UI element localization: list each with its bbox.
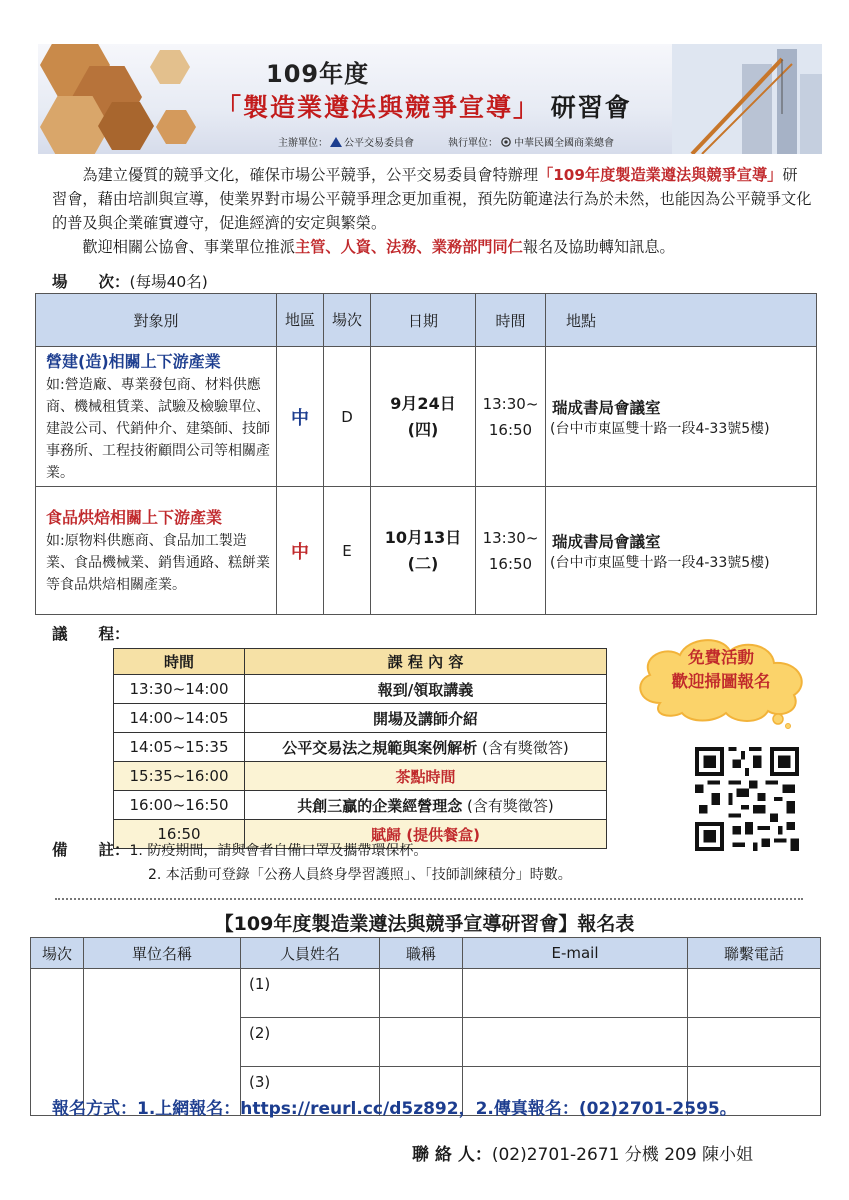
audience-cell xyxy=(36,487,277,615)
form-name-field[interactable]: (1) xyxy=(241,969,380,1018)
session-code-cell: D xyxy=(324,347,371,487)
callout-line-2: 歡迎掃圖報名 xyxy=(671,672,771,691)
form-col-phone: 聯繫電話 xyxy=(688,938,821,969)
banner-title-main: 「製造業遵法與競爭宣導」 xyxy=(216,93,541,122)
agenda-row xyxy=(114,791,607,820)
time-start: 13:30~ xyxy=(482,394,539,413)
form-phone-field[interactable] xyxy=(688,969,821,1018)
agenda-content: 茶點時間 xyxy=(245,762,607,791)
notes-label: 備 註： xyxy=(52,841,130,859)
venue-name: 瑞成書局會議室 xyxy=(552,532,661,551)
form-col-session: 場次 xyxy=(31,938,84,969)
form-col-name: 人員姓名 xyxy=(241,938,380,969)
intro-text-b: 研習會，藉由培訓與宣導，使業界對市場公平競爭理念更加重視，預先防範違法行為於未然，也能因為公平競爭文化的普及與企業確實遵守，促進經濟的安定與繁榮。 xyxy=(52,166,812,232)
time-start: 13:30~ xyxy=(482,528,539,547)
time-end: 16:50 xyxy=(488,420,533,439)
banner-title xyxy=(216,88,632,124)
free-event-callout xyxy=(630,646,812,694)
bread-photo xyxy=(150,50,190,84)
banner-year: 109年度 xyxy=(266,60,370,88)
col-audience: 對象別 xyxy=(36,294,277,347)
agenda-row xyxy=(114,675,607,704)
qr-code-icon[interactable] xyxy=(695,747,799,851)
agenda-time: 16:00~16:50 xyxy=(114,791,245,820)
contact-label: 聯 絡 人： xyxy=(412,1145,492,1165)
session-code-cell: E xyxy=(324,487,371,615)
note-item: 1. 防疫期間，請與會者自備口罩及攜帶環保杯。 xyxy=(129,843,428,859)
agenda-note: (提供餐盒) xyxy=(406,825,480,844)
intro-event-name: 「109年度製造業遵法與競爭宣導」 xyxy=(538,166,783,184)
host-name: 公平交易委員會 xyxy=(344,138,414,149)
sessions-label xyxy=(52,270,208,292)
form-email-field[interactable] xyxy=(463,969,688,1018)
chamber-logo-icon xyxy=(500,137,512,147)
intro-target-roles: 主管、人資、法務、業務部門同仁 xyxy=(295,238,523,256)
audience-cell xyxy=(36,347,277,487)
form-title-field[interactable] xyxy=(380,969,463,1018)
note-line-2 xyxy=(52,863,572,887)
sessions-header-row xyxy=(36,294,817,347)
audience-description: 如:營造廠、專業發包商、材料供應商、機械租賃業、試驗及檢驗單位、建設公司、代銷仲介、建築師、技師事務所、工程技術顧問公司等相關產業。 xyxy=(46,377,270,481)
agenda-content-cell xyxy=(245,791,607,820)
form-col-title: 職稱 xyxy=(380,938,463,969)
form-row xyxy=(31,969,821,1018)
col-date: 日期 xyxy=(371,294,476,347)
col-venue: 地點 xyxy=(546,294,817,347)
time-cell xyxy=(476,347,546,487)
agenda-time: 13:30~14:00 xyxy=(114,675,245,704)
registration-form-title: 【109年度製造業遵法與競爭宣導研習會】報名表 xyxy=(214,913,635,935)
form-name-field[interactable]: (2) xyxy=(241,1018,380,1067)
bread-photo xyxy=(156,110,196,144)
region-cell: 中 xyxy=(277,487,324,615)
agenda-row xyxy=(114,704,607,733)
construction-crane-graphic xyxy=(672,44,822,154)
form-email-field[interactable] xyxy=(463,1018,688,1067)
intro-text-d: 報名及協助轉知訊息。 xyxy=(522,238,675,256)
agenda-row xyxy=(114,733,607,762)
agenda-content: 公平交易法之規範與案例解析 xyxy=(282,738,478,757)
agenda-table xyxy=(113,648,607,849)
callout-line-1: 免費活動 xyxy=(688,648,754,667)
date-cell xyxy=(371,347,476,487)
agenda-content: 開場及講師介紹 xyxy=(245,704,607,733)
agenda-content: 共創三贏的企業經營理念 xyxy=(297,796,463,815)
agenda-content-cell xyxy=(245,733,607,762)
audience-description: 如:原物料供應商、食品加工製造業、食品機械業、銷售通路、糕餅業等食品烘焙相關產業。 xyxy=(46,533,270,593)
session-row xyxy=(36,487,817,615)
intro-text-a: 為建立優質的競爭文化，確保市場公平競爭，公平交易委員會特辦理 xyxy=(82,166,539,184)
col-region: 地區 xyxy=(277,294,324,347)
agenda-time: 15:35~16:00 xyxy=(114,762,245,791)
notes-section xyxy=(52,838,572,887)
form-name-field[interactable]: (3) xyxy=(241,1067,380,1116)
host-label: 主辦單位： xyxy=(278,138,328,149)
venue-address: (台中市東區雙十路一段4-33號5樓) xyxy=(550,554,770,571)
agenda-content: 賦歸 xyxy=(371,825,402,844)
venue-cell xyxy=(546,487,817,615)
weekday-text: (二) xyxy=(407,553,439,573)
date-text: 9月24日 xyxy=(390,393,456,413)
note-item: 2. 本活動可登錄「公務人員終身學習護照」、「技師訓練積分」時數。 xyxy=(148,867,572,883)
sessions-label-text: 場 次： xyxy=(52,273,130,291)
intro-text xyxy=(52,163,812,259)
col-session: 場次 xyxy=(324,294,371,347)
contact-value: (02)2701-2671 分機 209 陳小姐 xyxy=(491,1145,754,1165)
signup-methods: 報名方式：1.上網報名：https://reurl.cc/d5z892，2.傳真報名：(02)2701-2595。 xyxy=(52,1099,737,1119)
agenda-col-content: 課 程 內 容 xyxy=(245,649,607,675)
form-title-field[interactable] xyxy=(380,1018,463,1067)
registration-form-table xyxy=(30,937,821,1116)
ftc-logo-icon xyxy=(330,137,342,147)
agenda-time: 14:05~15:35 xyxy=(114,733,245,762)
intro-paragraph-1 xyxy=(52,163,812,235)
time-cell xyxy=(476,487,546,615)
agenda-time: 14:00~14:05 xyxy=(114,704,245,733)
audience-title: 食品烘焙相關上下游產業 xyxy=(46,508,223,527)
agenda-header-row xyxy=(114,649,607,675)
contact-info xyxy=(412,1140,753,1165)
col-time: 時間 xyxy=(476,294,546,347)
organizer-label: 執行單位： xyxy=(448,138,498,149)
time-end: 16:50 xyxy=(488,554,533,573)
header-banner xyxy=(38,44,822,154)
form-col-email: E-mail xyxy=(463,938,688,969)
intro-text-c: 歡迎相關公協會、事業單位推派 xyxy=(82,238,296,256)
organizer-name: 中華民國全國商業總會 xyxy=(514,138,614,149)
cut-line-divider xyxy=(55,898,803,900)
audience-title: 營建(造)相關上下游產業 xyxy=(46,352,221,371)
agenda-time: 16:50 xyxy=(114,820,245,849)
venue-cell xyxy=(546,347,817,487)
date-cell xyxy=(371,487,476,615)
banner-organizers xyxy=(278,134,614,149)
agenda-note: (含有獎徵答) xyxy=(482,738,569,757)
venue-address: (台中市東區雙十路一段4-33號5樓) xyxy=(550,420,770,437)
date-text: 10月13日 xyxy=(384,527,462,547)
agenda-col-time: 時間 xyxy=(114,649,245,675)
agenda-content: 報到/領取講義 xyxy=(245,675,607,704)
weekday-text: (四) xyxy=(407,419,439,439)
venue-name: 瑞成書局會議室 xyxy=(552,398,661,417)
region-cell: 中 xyxy=(277,347,324,487)
form-header-row xyxy=(31,938,821,969)
form-col-organization: 單位名稱 xyxy=(84,938,241,969)
intro-paragraph-2 xyxy=(52,235,812,259)
banner-title-suffix: 研習會 xyxy=(550,93,632,122)
session-row xyxy=(36,347,817,487)
agenda-row-break xyxy=(114,762,607,791)
note-line-1 xyxy=(52,838,572,863)
form-phone-field[interactable] xyxy=(688,1018,821,1067)
agenda-note: (含有獎徵答) xyxy=(467,796,554,815)
sessions-capacity-note: (每場40名) xyxy=(129,273,208,291)
sessions-table xyxy=(35,293,817,615)
agenda-label: 議 程： xyxy=(52,625,130,643)
